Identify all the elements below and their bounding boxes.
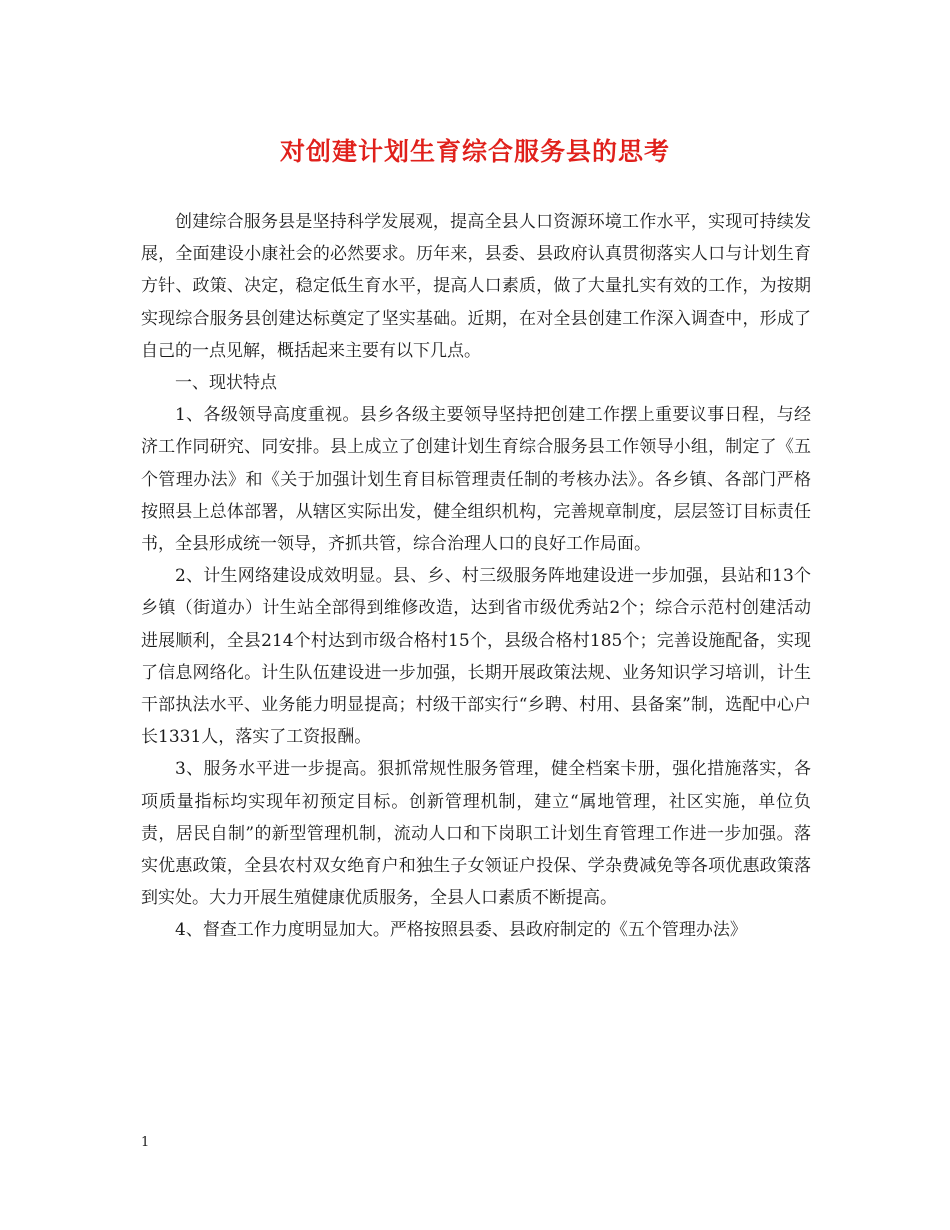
paragraph-item-3: 3、服务水平进一步提高。狠抓常规性服务管理，健全档案卡册，强化措施落实，各项质量指标均实现年初预定目标。创新管理机制，建立“属地管理，社区实施，单位负责，居民自制”的新型管理机制，流动人口和下岗职工计划生育管理工作进一步加强。落实优惠政策，全县农村双女绝育户和独生子女领证户投保、学杂费减免等各项优惠政策落到实处。大力开展生殖健康优质服务，全县人口素质不断提高。: [141, 759, 811, 909]
paragraph-item-4: 4、督查工作力度明显加大。严格按照县委、县政府制定的《五个管理办法》: [175, 920, 747, 941]
page-number: 1: [141, 1135, 150, 1150]
section-heading: 一、现状特点: [175, 373, 277, 394]
document-title: 对创建计划生育综合服务县的思考: [279, 137, 670, 166]
paragraph-item-2: 2、计生网络建设成效明显。县、乡、村三级服务阵地建设进一步加强，县站和13个乡镇（街道办）计生站全部得到维修改造，达到省市级优秀站2个；综合示范村创建活动进展顺利，全县214个村达到市级合格村15个，县级合格村185个；完善设施配备，实现了信息网络化。计生队伍建设进一步加强，长期开展政策法规、业务知识学习培训，计生干部执法水平、业务能力明显提高；村级干部实行“乡聘、村用、县备案”制，选配中心户长1331人，落实了工资报酬。: [141, 566, 811, 748]
document-body: [141, 206, 811, 947]
paragraph-item-1: 1、各级领导高度重视。县乡各级主要领导坚持把创建工作摆上重要议事日程，与经济工作同研究、同安排。县上成立了创建计划生育综合服务县工作领导小组，制定了《五个管理办法》和《关于加强计划生育目标管理责任制的考核办法》。各乡镇、各部门严格按照县上总体部署，从辖区实际出发，健全组织机构，完善规章制度，层层签订目标责任书，全县形成统一领导，齐抓共管，综合治理人口的良好工作局面。: [141, 405, 811, 555]
paragraph-intro: 创建综合服务县是坚持科学发展观，提高全县人口资源环境工作水平，实现可持续发展，全面建设小康社会的必然要求。历年来，县委、县政府认真贯彻落实人口与计划生育方针、政策、决定，稳定低生育水平，提高人口素质，做了大量扎实有效的工作，为按期实现综合服务县创建达标奠定了坚实基础。近期，在对全县创建工作深入调查中，形成了自己的一点见解，概括起来主要有以下几点。: [141, 212, 811, 361]
